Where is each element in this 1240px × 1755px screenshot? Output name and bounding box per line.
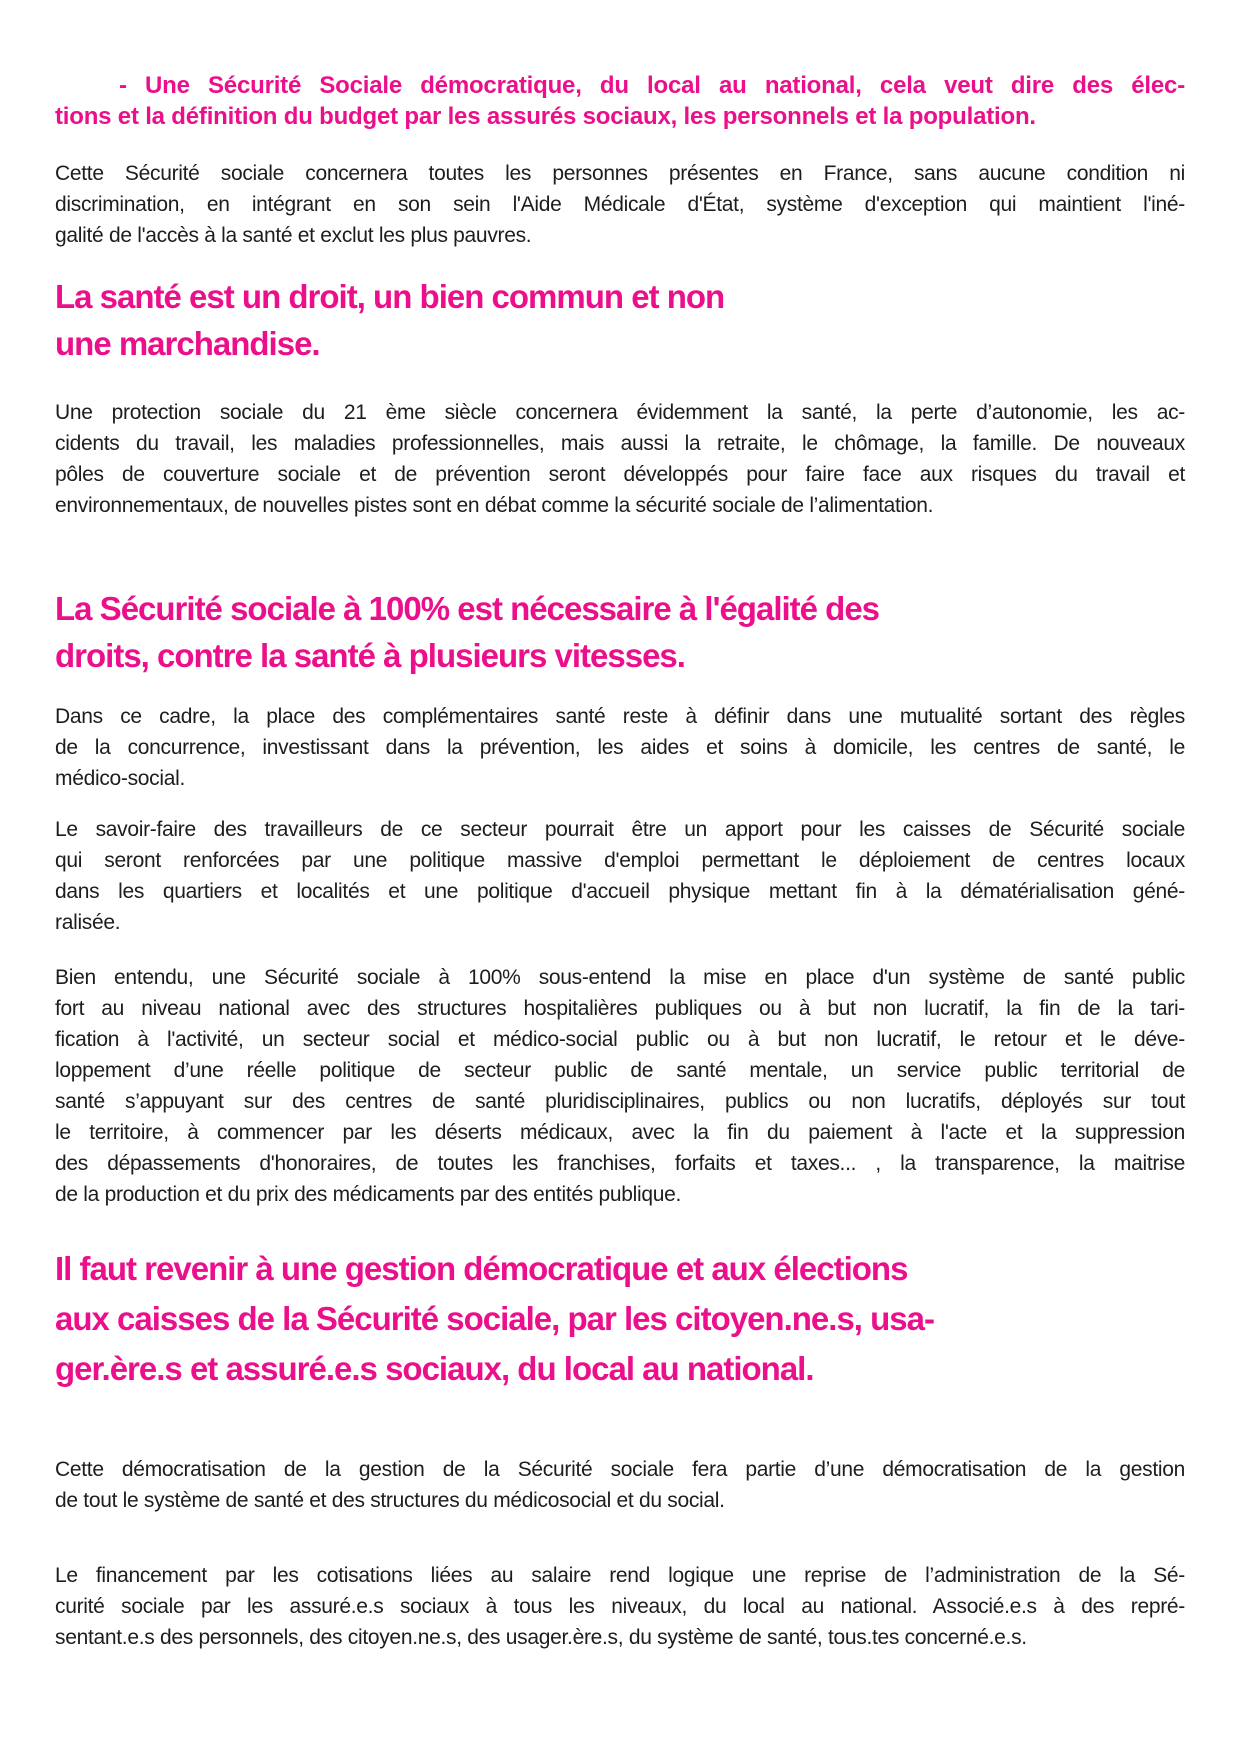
text-line: santé s’appuyant sur des centres de santé pluridisciplinaires, publics ou non lucratifs, déployés sur tout <box>55 1090 1185 1113</box>
text-line: de la production et du prix des médicaments par des entités publique. <box>55 1183 682 1206</box>
text-line: Une protection sociale du 21 ème siècle concernera évidemment la santé, la perte d’autonomie, les ac- <box>55 401 1185 424</box>
text-line: loppement d’une réelle politique de secteur public de santé mentale, un service public territorial de <box>55 1059 1185 1082</box>
text-line: Dans ce cadre, la place des complémentaires santé reste à définir dans une mutualité sortant des règles <box>55 705 1185 728</box>
text-line: Cette démocratisation de la gestion de la Sécurité sociale fera partie d’une démocratisation de la gestion <box>55 1458 1185 1481</box>
paragraph-financement-cotisations <box>55 1560 1185 1653</box>
paragraph-protection-21e-siecle <box>55 397 1185 521</box>
text-line: pôles de couverture sociale et de prévention seront développés pour faire face aux risques du travail et <box>55 463 1185 486</box>
paragraph-complementaires <box>55 701 1185 794</box>
text-line: environnementaux, de nouvelles pistes sont en débat comme la sécurité sociale de l’alimentation. <box>55 494 934 517</box>
text-line: tions et la définition du budget par les assurés sociaux, les personnels et la population. <box>55 103 1036 130</box>
paragraph-democratisation-gestion <box>55 1454 1185 1516</box>
text-line: La santé est un droit, un bien commun et non <box>55 278 725 315</box>
text-line: Cette Sécurité sociale concernera toutes les personnes présentes en France, sans aucune condition ni <box>55 162 1185 185</box>
text-line: des dépassements d'honoraires, de toutes les franchises, forfaits et taxes... , la transparence, la maitrise <box>55 1152 1185 1175</box>
text-line: Le financement par les cotisations liées au salaire rend logique une reprise de l’administration de la Sé- <box>55 1564 1185 1587</box>
paragraph-savoir-faire <box>55 814 1185 938</box>
text-line: sentant.e.s des personnels, des citoyen.ne.s, des usager.ère.s, du système de santé, tous.tes concerné.e.s. <box>55 1626 1027 1649</box>
text-line: cidents du travail, les maladies professionnelles, mais aussi la retraite, le chômage, la famille. De nouveaux <box>55 432 1185 455</box>
text-line: aux caisses de la Sécurité sociale, par les citoyen.ne.s, usa- <box>55 1300 934 1337</box>
text-line: ralisée. <box>55 911 121 934</box>
text-line: droits, contre la santé à plusieurs vitesses. <box>55 637 685 674</box>
text-line: ger.ère.s et assuré.e.s sociaux, du local au national. <box>55 1350 814 1387</box>
text-line: Il faut revenir à une gestion démocratique et aux élections <box>55 1250 908 1287</box>
heading-gestion-democratique <box>55 1244 1185 1394</box>
text-line: - Une Sécurité Sociale démocratique, du local au national, cela veut dire des élec- <box>119 72 1185 99</box>
text-line: fort au niveau national avec des structures hospitalières publiques ou à but non lucratif, la fin de la tari- <box>55 997 1185 1020</box>
intro-subheading <box>55 70 1185 132</box>
text-line: une marchandise. <box>55 325 320 362</box>
text-line: fication à l'activité, un secteur social et médico-social public ou à but non lucratif, le retour et le déve- <box>55 1028 1185 1051</box>
text-line: dans les quartiers et localités et une politique d'accueil physique mettant fin à la dématérialisation géné- <box>55 880 1185 903</box>
text-line: discrimination, en intégrant en son sein l'Aide Médicale d'État, système d'exception qui maintient l'iné- <box>55 193 1185 216</box>
paragraph-couverture-universelle <box>55 158 1185 251</box>
text-line: qui seront renforcées par une politique massive d'emploi permettant le déploiement de centres locaux <box>55 849 1185 872</box>
heading-secu-100-pourcent <box>55 585 1185 679</box>
text-line: La Sécurité sociale à 100% est nécessaire à l'égalité des <box>55 590 880 627</box>
text-line: le territoire, à commencer par les déserts médicaux, avec la fin du paiement à l'acte et la suppression <box>55 1121 1185 1144</box>
text-line: Bien entendu, une Sécurité sociale à 100% sous-entend la mise en place d'un système de santé public <box>55 966 1185 989</box>
text-line: Le savoir-faire des travailleurs de ce secteur pourrait être un apport pour les caisses de Sécurité sociale <box>55 818 1185 841</box>
paragraph-systeme-sante-public <box>55 962 1185 1210</box>
text-line: de tout le système de santé et des structures du médicosocial et du social. <box>55 1489 725 1512</box>
text-line: curité sociale par les assuré.e.s sociaux à tous les niveaux, du local au national. Associé.e.s à des repré- <box>55 1595 1185 1618</box>
text-line: galité de l'accès à la santé et exclut les plus pauvres. <box>55 224 532 247</box>
text-line: médico-social. <box>55 767 186 790</box>
heading-sante-droit <box>55 273 1185 367</box>
text-line: de la concurrence, investissant dans la prévention, les aides et soins à domicile, les centres de santé, le <box>55 736 1185 759</box>
